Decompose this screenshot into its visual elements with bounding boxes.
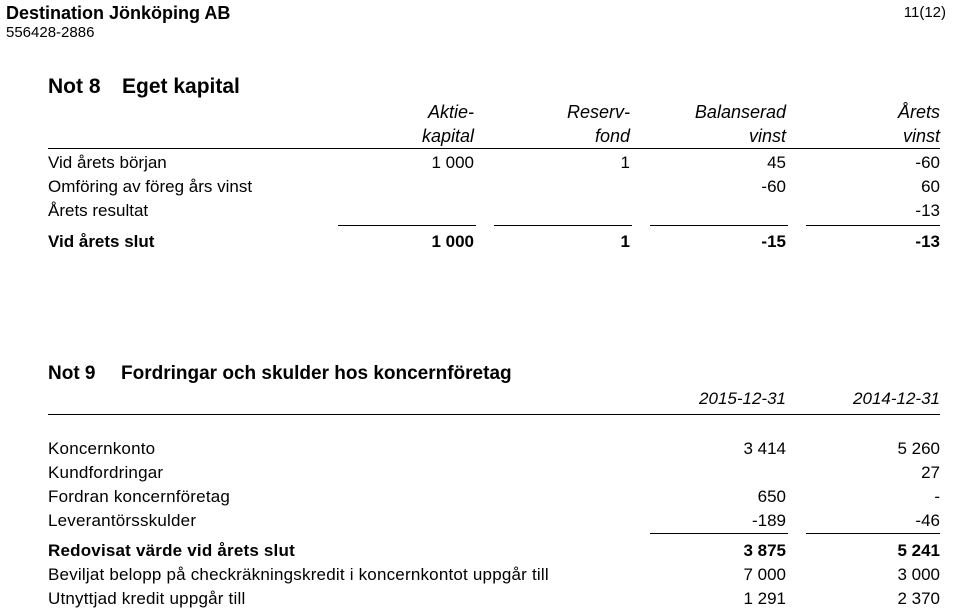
- col-reservfond-line2: fond: [594, 126, 630, 146]
- cell-2015: 3 414: [743, 439, 786, 458]
- cell-2014: -: [934, 487, 940, 506]
- note9-number: Not 9: [48, 363, 96, 384]
- row-label: Beviljat belopp på checkräkningskredit i koncernkontot uppgår till: [48, 565, 549, 584]
- col-arets-line2: vinst: [902, 126, 940, 146]
- cell-2015: 650: [757, 487, 786, 506]
- note9-rule-2014: [806, 533, 940, 534]
- cell-2015: -189: [751, 511, 786, 530]
- row-label: Fordran koncernföretag: [48, 487, 231, 506]
- note8-rule-balanserad: [650, 225, 788, 226]
- cell-arets: -13: [915, 232, 940, 251]
- cell-2015: 3 875: [743, 541, 786, 560]
- cell-2015: 1 291: [743, 589, 786, 608]
- row-label: Årets resultat: [48, 201, 149, 220]
- cell-arets: -60: [915, 153, 940, 172]
- row-label: Leverantörsskulder: [48, 511, 197, 530]
- col-reservfond-line1: Reserv-: [566, 102, 630, 122]
- row-label: Vid årets början: [48, 153, 167, 172]
- cell-2014: 27: [921, 463, 940, 482]
- cell-aktiekapital: 1 000: [431, 232, 474, 251]
- note9-title: Fordringar och skulder hos koncernföretag: [121, 363, 512, 384]
- row-label: Koncernkonto: [48, 439, 156, 458]
- cell-arets: 60: [921, 177, 940, 196]
- cell-2014: -46: [915, 511, 940, 530]
- note8-rule-arets: [806, 225, 940, 226]
- cell-reservfond: 1: [620, 153, 630, 172]
- cell-reservfond: 1: [620, 232, 630, 251]
- cell-2014: 2 370: [897, 589, 940, 608]
- row-label: Utnyttjad kredit uppgår till: [48, 589, 246, 608]
- note8-rule-reservfond: [494, 225, 632, 226]
- cell-aktiekapital: 1 000: [431, 153, 474, 172]
- note9-rule-2015: [650, 533, 788, 534]
- company-name: Destination Jönköping AB: [6, 3, 231, 23]
- row-label: Kundfordringar: [48, 463, 164, 482]
- note8-title: Eget kapital: [122, 75, 240, 98]
- row-label: Omföring av föreg års vinst: [48, 177, 253, 196]
- note9-header-rule: [48, 414, 940, 415]
- cell-2015: 7 000: [743, 565, 786, 584]
- col-balanserad-line1: Balanserad: [694, 102, 786, 122]
- cell-balanserad: -15: [761, 232, 786, 251]
- note8-header-rule: [48, 148, 940, 149]
- cell-balanserad: 45: [767, 153, 786, 172]
- note8-rule-aktiekapital: [338, 225, 476, 226]
- page-number: 11(12): [903, 4, 946, 21]
- note9-col-2014: 2014-12-31: [853, 389, 940, 408]
- cell-2014: 5 260: [897, 439, 940, 458]
- row-label: Redovisat värde vid årets slut: [48, 541, 295, 560]
- row-label: Vid årets slut: [48, 232, 155, 251]
- col-aktiekapital-line1: Aktie-: [427, 102, 474, 122]
- cell-2014: 5 241: [897, 541, 940, 560]
- cell-arets: -13: [915, 201, 940, 220]
- cell-balanserad: -60: [761, 177, 786, 196]
- note9-col-2015: 2015-12-31: [699, 389, 786, 408]
- col-aktiekapital-line2: kapital: [421, 126, 474, 146]
- org-number: 556428-2886: [6, 24, 95, 41]
- cell-2014: 3 000: [897, 565, 940, 584]
- note8-number: Not 8: [48, 75, 101, 98]
- col-balanserad-line2: vinst: [748, 126, 786, 146]
- col-arets-line1: Årets: [897, 102, 940, 122]
